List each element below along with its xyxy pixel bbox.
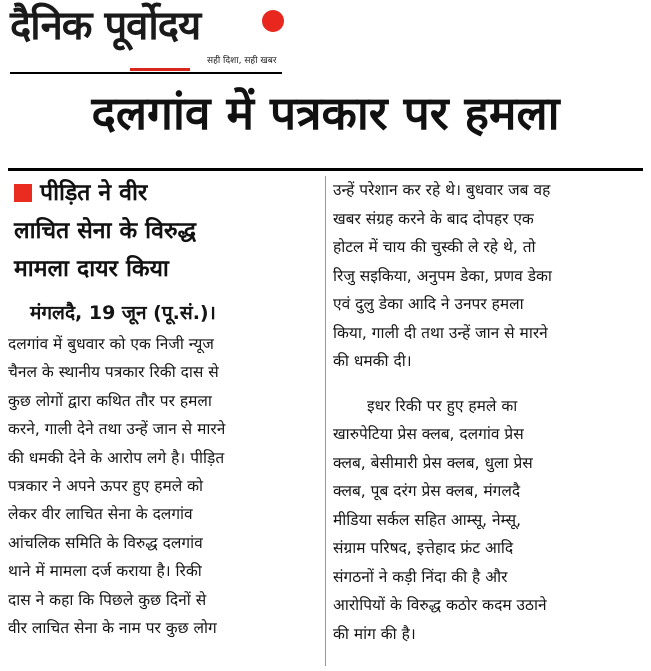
body-line: मीडिया सर्कल सहित आम्सू, नेम्सू, [333, 510, 522, 529]
body-line: चैनल के स्थानीय पत्रकार रिकी दास से [8, 363, 219, 382]
body-line: खारुपेटिया प्रेस क्लब, दलगांव प्रेस [333, 425, 524, 443]
subhead-line-2: लाचित सेना के विरुद्ध [14, 218, 197, 244]
body-line: लेकर वीर लाचित सेना के दलगांव [8, 505, 193, 524]
body-line: इधर रिकी पर हुए हमले का [367, 396, 518, 415]
dateline: मंगलदै, 19 जून (पू.सं.)। [30, 302, 216, 324]
body-line: क्लब, पूब दरंग प्रेस क्लब, मंगलदै [333, 482, 521, 500]
body-line: की धमकी दी। [333, 352, 412, 370]
body-line: आरोपियों के विरुद्ध कठोर कदम उठाने [333, 596, 547, 614]
body-line: क्लब, बेसीमारी प्रेस क्लब, धुला प्रेस [333, 453, 533, 472]
paragraph-2 [333, 392, 645, 649]
body-line: थाने में मामला दर्ज कराया है। रिकी [8, 562, 202, 581]
body-line: संग्राम परिषद, इत्तेहाद फ्रंट आदि [333, 539, 514, 557]
body-line: कुछ लोगों द्वारा कथित तौर पर हमला [8, 391, 212, 410]
body-line: खबर संग्रह करने के बाद दोपहर एक [333, 209, 534, 228]
body-line: किया, गाली दी तथा उन्हें जान से मारने [333, 323, 548, 342]
body-line: दास ने कहा कि पिछले कुछ दिनों से [8, 590, 207, 609]
body-line: वीर लाचित सेना के नाम पर कुछ लोग [8, 619, 217, 638]
body-line: रिजु सइकिया, अनुपम डेका, प्रणव डेका [333, 266, 552, 285]
headline-divider [8, 168, 643, 171]
masthead-tagline: सही दिशा, सही खबर [207, 56, 277, 66]
body-line: की मांग की है। [333, 624, 416, 643]
logo-red-dot-icon [262, 10, 284, 32]
body-line: एवं दुलु डेका आदि ने उनपर हमला [333, 295, 524, 313]
masthead-red-rule [130, 68, 190, 71]
body-line: की धमकी देने के आरोप लगे है। पीड़ित [8, 448, 225, 467]
red-square-bullet-icon [14, 184, 32, 202]
subhead-line-1: पीड़ित ने वीर [14, 174, 314, 212]
newspaper-logo: दैनिक पूर्वोदय [10, 3, 201, 49]
body-line: होटल में चाय की चुस्की ले रहे थे, तो [333, 238, 536, 256]
paragraph-1 [333, 176, 645, 376]
body-line: करने, गाली देने तथा उन्हें जान से मारने [8, 420, 226, 439]
article-headline: दलगांव में पत्रकार पर हमला [91, 86, 560, 140]
article-body-left-column [8, 330, 320, 642]
body-line: पत्रकार ने अपने ऊपर हुए हमले को [8, 477, 204, 496]
body-line: संगठनों ने कड़ी निंदा की है और [333, 567, 508, 586]
subhead-line-3: मामला दायर किया [14, 256, 169, 282]
body-line: आंचलिक समिति के विरुद्ध दलगांव [8, 533, 203, 552]
article-subheadline [14, 174, 314, 288]
body-line: उन्हें परेशान कर रहे थे। बुधवार जब वह [333, 181, 551, 199]
article-body-right-column [333, 176, 645, 648]
body-line: दलगांव में बुधवार को एक निजी न्यूज [8, 335, 214, 353]
masthead-underline [10, 72, 282, 74]
masthead [10, 2, 282, 72]
column-divider [325, 176, 326, 666]
